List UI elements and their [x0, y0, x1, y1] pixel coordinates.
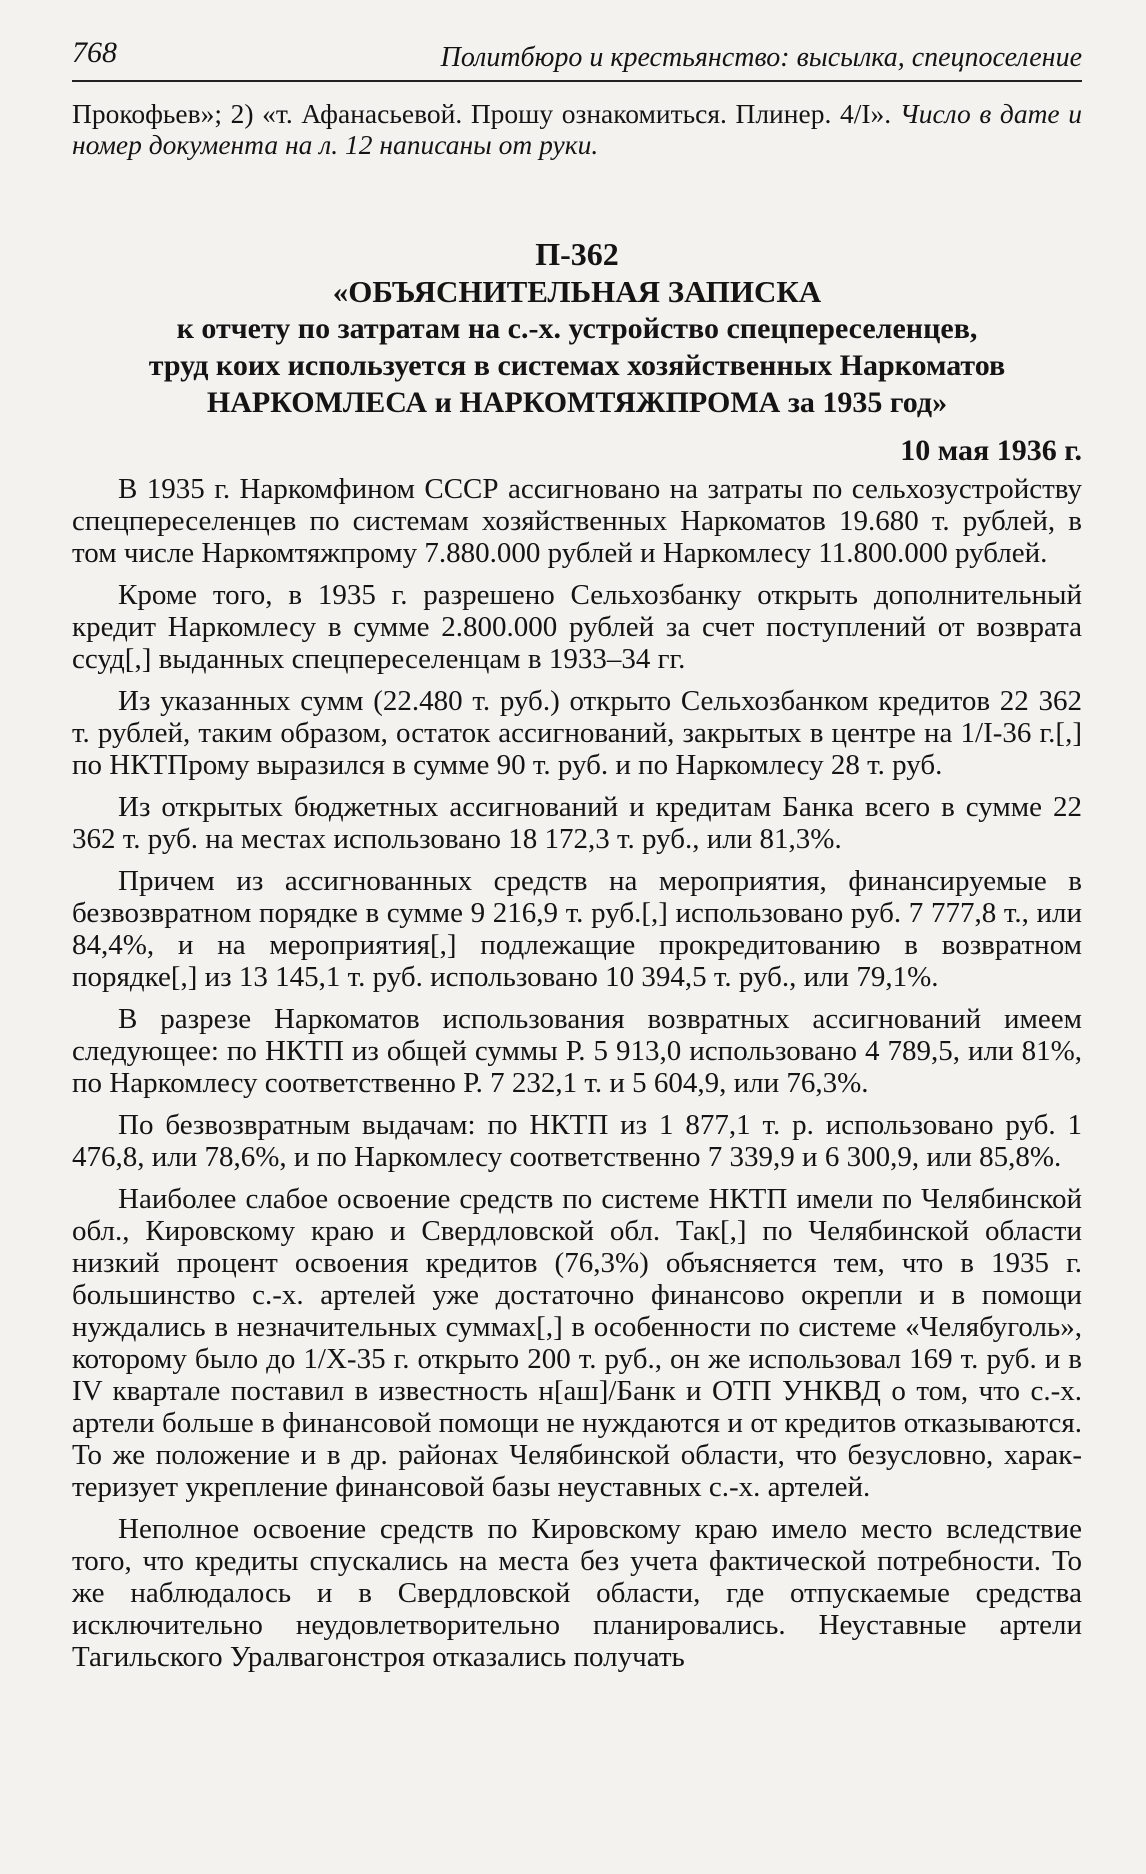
body-paragraph: Неполное освоение средств по Кировскому краю имело место вследствие того, что кредиты спускались на места без учета фактической потребности. То же наблюдалось и в Свердловской области, где отпускаемые средства исключительно неудовлетворительно планировались. Неуставные артели Тагильского Уралвагонстроя отказались получать [72, 1513, 1082, 1673]
document-number: П-362 [535, 236, 619, 272]
running-title: Политбюро и крестьянство: высылка, спецпоселение [440, 42, 1082, 73]
body-paragraph: В 1935 г. Наркомфином СССР ассигновано на затраты по сельхозустройству спецпереселенцев по системам хозяйственных Наркоматов 19.680 т. рублей, в том числе Наркомтяжпрому 7.880.000 рублей и Наркомлесу 11.800.000 рублей. [72, 473, 1082, 569]
document-date: 10 мая 1936 г. [900, 434, 1082, 467]
document-body [72, 473, 1082, 1673]
body-paragraph: Кроме того, в 1935 г. разрешено Сельхозбанку открыть дополнительный кредит Наркомлесу в сумме 2.800.000 рублей за счет поступлений от возврата ссуд[,] выданных спецпереселенцам в 1933–34 гг. [72, 579, 1082, 675]
body-paragraph: По безвозвратным выдачам: по НКТП из 1 877,1 т. р. использовано руб. 1 476,8, или 78,6%, и по Наркомлесу соответственно 7 339,9 и 6 300,9, или 85,8%. [72, 1109, 1082, 1173]
page-header [72, 28, 1082, 82]
page-number: 768 [72, 36, 117, 69]
body-paragraph: Из открытых бюджетных ассигнований и кредитам Банка всего в сумме 22 362 т. руб. на местах использовано 18 172,3 т. руб., или 81,3%. [72, 791, 1082, 855]
source-note-text: Прокофьев»; 2) «т. Афанасьевой. Прошу ознакомиться. Плинер. 4/I». [72, 98, 892, 129]
source-note [72, 98, 1082, 160]
body-paragraph: Из указанных сумм (22.480 т. руб.) открыто Сельхозбанком кредитов 22 362 т. рублей, таким образом, остаток ассигнований, закрытых в центре на 1/I-36 г.[,] по НКТПрому выразился в сумме 90 т. руб. и по Наркомлесу 28 т. руб. [72, 685, 1082, 781]
document-heading [72, 236, 1082, 421]
document-subtitle-line: труд коих используется в системах хозяйственных Наркоматов [148, 349, 1006, 382]
document-subtitle-line: к отчету по затратам на с.-х. устройство спецпереселенцев, [176, 312, 978, 345]
document-subtitle-line: НАРКОМЛЕСА и НАРКОМТЯЖПРОМА за 1935 год» [206, 386, 948, 419]
body-paragraph: Наиболее слабое освоение средств по системе НКТП имели по Челябинской обл., Кировскому краю и Свердловской обл. Так[,] по Челябинской области низкий процент освоения кредитов (76,3%) объясняется тем, что в 1935 г. большинство с.-х. артелей уже достаточно финансово окрепли и в помощи нуждались в незначительных суммах[,] в особенности по системе «Челябуголь», которому было до 1/X-35 г. открыто 200 т. руб., он же использовал 169 т. руб. и в IV квартале поставил в известность н[аш]/Банк и ОТП УНКВД о том, что с.-х. артели больше в финансовой помощи не нуждаются и от кредитов отказываются. То же положение и в др. районах Челябинской области, что безусловно, характеризует укрепление финансовой базы неуставных с.-х. артелей. [72, 1183, 1082, 1503]
body-paragraph: В разрезе Наркоматов использования возвратных ассигнований имеем следующее: по НКТП из общей суммы Р. 5 913,0 использовано 4 789,5, или 81%, по Наркомлесу соответственно Р. 7 232,1 т. и 5 604,9, или 76,3%. [72, 1003, 1082, 1099]
page [72, 28, 1082, 1683]
document-title: «ОБЪЯСНИТЕЛЬНАЯ ЗАПИСКА [332, 274, 822, 309]
source-note-italic: Число в дате и номер документа на л. 12 написаны от руки. [72, 98, 1082, 160]
body-paragraph: Причем из ассигнованных средств на мероприятия, финансируемые в безвозвратном порядке в сумме 9 216,9 т. руб.[,] использовано руб. 7 777,8 т., или 84,4%, и на мероприятия[,] подлежащие прокредитованию в возвратном порядке[,] из 13 145,1 т. руб. использовано 10 394,5 т. руб., или 79,1%. [72, 865, 1082, 993]
